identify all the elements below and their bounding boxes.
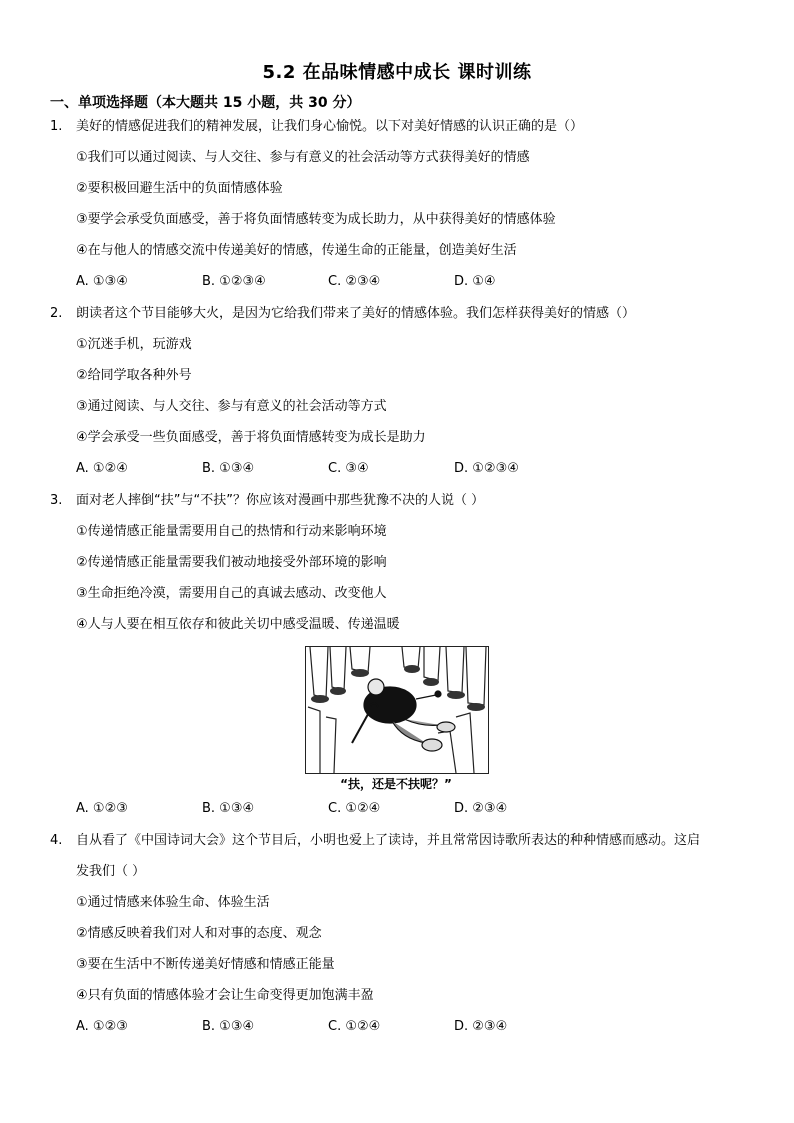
answer-choices (76, 799, 676, 819)
answer-choices (76, 1017, 676, 1037)
option-item: ②给同学取各种外号 (76, 368, 192, 383)
option-item: ③通过阅读、与人交往、参与有意义的社会活动等方式 (76, 399, 387, 414)
answer-choices (76, 272, 676, 292)
choice-a[interactable]: A. ①②③ (76, 1019, 128, 1034)
option-item: ④人与人要在相互依存和彼此关切中感受温暖、传递温暖 (76, 617, 400, 632)
option-item: ③生命拒绝冷漠，需要用自己的真诚去感动、改变他人 (76, 586, 387, 601)
option-item: ③要在生活中不断传递美好情感和情感正能量 (76, 957, 335, 972)
choice-b[interactable]: B. ①②③④ (202, 274, 266, 289)
choice-b[interactable]: B. ①③④ (202, 461, 255, 476)
choice-d[interactable]: D. ②③④ (454, 1019, 508, 1034)
choice-d[interactable]: D. ①②③④ (454, 461, 519, 476)
cartoon-drawing (306, 647, 488, 773)
question-stem: 面对老人摔倒“扶”与“不扶”？你应该对漫画中那些犹豫不决的人说（ ） (76, 493, 485, 508)
option-item: ③要学会承受负面感受，善于将负面情感转变为成长助力，从中获得美好的情感体验 (76, 212, 556, 227)
choice-d[interactable]: D. ②③④ (454, 801, 508, 816)
question-1 (50, 117, 750, 137)
answer-choices (76, 459, 676, 479)
option-item: ①传递情感正能量需要用自己的热情和行动来影响环境 (76, 524, 387, 539)
option-item: ①通过情感来体验生命、体验生活 (76, 895, 270, 910)
option-item: ②传递情感正能量需要我们被动地接受外部环境的影响 (76, 555, 387, 570)
choice-b[interactable]: B. ①③④ (202, 1019, 255, 1034)
choice-a[interactable]: A. ①②③ (76, 801, 128, 816)
question-stem: 美好的情感促进我们的精神发展，让我们身心愉悦。以下对美好情感的认识正确的是（） (76, 119, 584, 134)
page-title: 5.2 在品味情感中成长 课时训练 (262, 62, 532, 83)
option-item: ②要积极回避生活中的负面情感体验 (76, 181, 283, 196)
question-stem-continued: 发我们（ ） (76, 864, 146, 879)
question-number: 3. (50, 493, 63, 508)
option-item: ④只有负面的情感体验才会让生命变得更加饱满丰盈 (76, 988, 374, 1003)
question-number: 1. (50, 119, 63, 134)
question-4 (50, 831, 750, 851)
choice-a[interactable]: A. ①③④ (76, 274, 128, 289)
cartoon-caption: “扶，还是不扶呢？” (340, 777, 452, 791)
choice-c[interactable]: C. ③④ (328, 461, 369, 476)
choice-c[interactable]: C. ②③④ (328, 274, 381, 289)
section-heading: 一、单项选择题（本大题共 15 小题，共 30 分） (50, 95, 361, 111)
choice-c[interactable]: C. ①②④ (328, 801, 381, 816)
question-stem: 自从看了《中国诗词大会》这个节目后，小明也爱上了读诗，并且常常因诗歌所表达的种种情感而感动。这启 (76, 833, 701, 848)
cartoon-illustration (305, 646, 489, 774)
question-3 (50, 491, 750, 511)
option-item: ①我们可以通过阅读、与人交往、参与有意义的社会活动等方式获得美好的情感 (76, 150, 530, 165)
option-item: ④在与他人的情感交流中传递美好的情感，传递生命的正能量，创造美好生活 (76, 243, 517, 258)
choice-c[interactable]: C. ①②④ (328, 1019, 381, 1034)
choice-b[interactable]: B. ①③④ (202, 801, 255, 816)
question-stem: 朗读者这个节目能够大火，是因为它给我们带来了美好的情感体验。我们怎样获得美好的情感（） (76, 306, 636, 321)
choice-d[interactable]: D. ①④ (454, 274, 496, 289)
option-item: ①沉迷手机，玩游戏 (76, 337, 192, 352)
question-2 (50, 304, 750, 324)
question-number: 2. (50, 306, 63, 321)
choice-a[interactable]: A. ①②④ (76, 461, 128, 476)
option-item: ②情感反映着我们对人和对事的态度、观念 (76, 926, 322, 941)
option-item: ④学会承受一些负面感受，善于将负面情感转变为成长是助力 (76, 430, 426, 445)
question-number: 4. (50, 833, 63, 848)
